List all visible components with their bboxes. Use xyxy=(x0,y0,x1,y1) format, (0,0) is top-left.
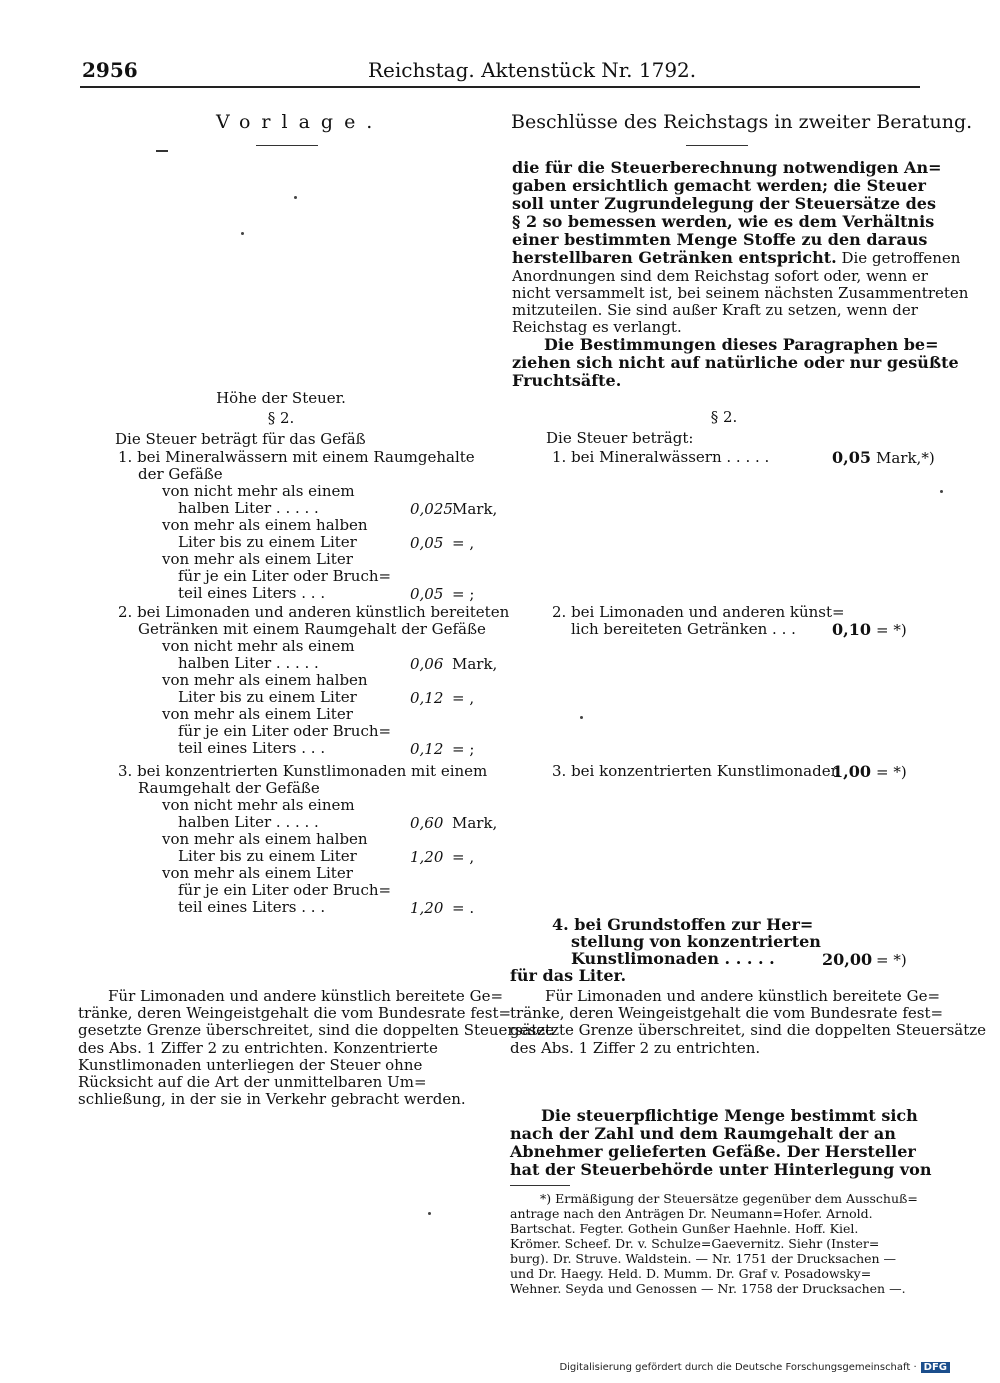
dfg-logo: DFG xyxy=(921,1362,950,1373)
item-heading-line: 1. bei Mineralwässern mit einem Raumgehalte xyxy=(118,448,475,466)
rate-row-text: für je ein Liter oder Bruch= xyxy=(178,881,392,899)
tariff-value: 20,00 xyxy=(822,950,873,969)
tariff-line: 4. bei Grundstoffen zur Her= xyxy=(552,915,814,934)
left-intro: Die Steuer beträgt für das Gefäß xyxy=(115,430,366,448)
rate-unit: = ; xyxy=(452,585,475,603)
tariff-line: 3. bei konzentrierten Kunstlimonaden xyxy=(552,762,841,780)
footnote-line: burg). Dr. Struve. Waldstein. — Nr. 1751 der Drucksachen — xyxy=(510,1251,897,1266)
tariff-value: 0,10 xyxy=(832,620,871,639)
tariff-unit: = *) xyxy=(876,951,907,969)
rate-row-text: teil eines Liters . . . xyxy=(178,739,326,757)
item-heading-line: Raumgehalt der Gefäße xyxy=(138,779,320,797)
tariff-line: 1. bei Mineralwässern . . . . . xyxy=(552,448,770,466)
closing-line: tränke, deren Weingeistgehalt die vom Bundesrate fest= xyxy=(78,1004,512,1023)
item-heading-line: der Gefäße xyxy=(138,465,223,483)
rate-row-text: von nicht mehr als einem xyxy=(162,796,355,814)
credit-text: Digitalisierung gefördert durch die Deutsche Forschungsgemeinschaft · xyxy=(559,1362,917,1373)
tariff-line: Kunstlimonaden . . . . . xyxy=(571,949,775,968)
rate-row-text: Liter bis zu einem Liter xyxy=(178,847,357,865)
intro-normal-line: nicht versammelt ist, bei seinem nächsten Zusammentreten xyxy=(512,284,969,302)
tariff-line: 2. bei Limonaden und anderen künst= xyxy=(552,603,845,621)
intro-bold-line: die für die Steuerberechnung notwendigen An= xyxy=(512,158,942,177)
rate-value: 0,12 xyxy=(410,689,444,707)
left-title-rule xyxy=(256,145,318,146)
rate-value: 1,20 xyxy=(410,848,444,866)
closing-line: Rücksicht auf die Art der unmittelbaren Um= xyxy=(78,1073,427,1091)
right-section-number: § 2. xyxy=(710,408,738,426)
closing-line: des Abs. 1 Ziffer 2 zu entrichten. xyxy=(510,1038,761,1057)
closing-line: gesetzte Grenze überschreitet, sind die doppelten Steuersätze xyxy=(510,1021,987,1040)
intro-normal-line: Reichstag es verlangt. xyxy=(512,318,682,336)
rate-row-text: von mehr als einem halben xyxy=(162,671,368,689)
rate-unit: = , xyxy=(452,689,475,707)
footnote-rule xyxy=(510,1185,570,1186)
closing-line: Für Limonaden und andere künstlich bereitete Ge= xyxy=(108,987,504,1005)
rate-row-text: Liter bis zu einem Liter xyxy=(178,533,357,551)
item-heading-line: Getränken mit einem Raumgehalt der Gefäße xyxy=(138,620,486,638)
footnote-line: Bartschat. Fegter. Gothein Gunßer Haehnle. Hoff. Kiel. xyxy=(510,1221,859,1236)
tariff-value: 0,05 xyxy=(832,448,871,467)
rate-row-text: Liter bis zu einem Liter xyxy=(178,688,357,706)
footnote-line: Krömer. Scheef. Dr. v. Schulze=Gaevernitz. Siehr (Inster= xyxy=(510,1236,880,1251)
rate-row-text: teil eines Liters . . . xyxy=(178,898,326,916)
footnote-line: und Dr. Haegy. Held. D. Mumm. Dr. Graf v. Posadowsky= xyxy=(510,1266,872,1281)
tariff-line: lich bereiteten Getränken . . . xyxy=(571,620,796,638)
scan-mark xyxy=(580,716,583,719)
footnote-line: antrage nach den Anträgen Dr. Neumann=Hofer. Arnold. xyxy=(510,1206,873,1221)
scan-mark xyxy=(294,196,297,199)
item-heading-line: 3. bei konzentrierten Kunstlimonaden mit einem xyxy=(118,762,488,780)
page-header-title: Reichstag. Aktenstück Nr. 1792. xyxy=(368,58,697,82)
rate-row-text: von mehr als einem halben xyxy=(162,830,368,848)
rate-value: 0,12 xyxy=(410,740,444,758)
intro-bold-line: ziehen sich nicht auf natürliche oder nur gesüßte xyxy=(512,353,959,372)
left-column-title: Vorlage. xyxy=(216,111,384,133)
intro-bold-line: § 2 so bemessen werden, wie es dem Verhältnis xyxy=(512,212,935,231)
tariff-unit: = *) xyxy=(876,763,907,781)
rate-row-text: von nicht mehr als einem xyxy=(162,637,355,655)
rate-row-text: teil eines Liters . . . xyxy=(178,584,326,602)
intro-bold-line: soll unter Zugrundelegung der Steuersätze des xyxy=(512,194,936,213)
rate-unit: = , xyxy=(452,848,475,866)
intro-bold-phrase: herstellbaren Getränken entspricht. xyxy=(512,248,837,267)
closing-bold-line: Die steuerpflichtige Menge bestimmt sich xyxy=(541,1106,918,1125)
rate-unit: = , xyxy=(452,534,475,552)
rate-value: 1,20 xyxy=(410,899,444,917)
page-number: 2956 xyxy=(82,58,138,82)
closing-line: gesetzte Grenze überschreitet, sind die doppelten Steuersätze xyxy=(78,1021,555,1040)
intro-mixed-line xyxy=(512,250,960,266)
scan-mark xyxy=(156,150,168,152)
item-heading-line: 2. bei Limonaden und anderen künstlich bereiteten xyxy=(118,603,510,621)
closing-line: Für Limonaden und andere künstlich bereitete Ge= xyxy=(545,987,941,1005)
closing-bold-line: nach der Zahl und dem Raumgehalt der an xyxy=(510,1124,896,1143)
tariff-unit: = *) xyxy=(876,621,907,639)
tariff-tail: für das Liter. xyxy=(510,966,627,985)
closing-bold-line: Abnehmer gelieferten Gefäße. Der Hersteller xyxy=(510,1142,916,1161)
rate-unit: = . xyxy=(452,899,475,917)
header-rule xyxy=(80,86,920,88)
intro-normal-phrase: Die getroffenen xyxy=(836,249,961,267)
digitization-credit xyxy=(559,1362,950,1373)
tariff-line: stellung von konzentrierten xyxy=(571,932,821,951)
rate-row-text: von mehr als einem Liter xyxy=(162,864,353,882)
rate-row-text: von mehr als einem halben xyxy=(162,516,368,534)
rate-value: 0,05 xyxy=(410,534,444,552)
rate-unit: Mark, xyxy=(452,500,498,518)
right-intro: Die Steuer beträgt: xyxy=(546,429,694,447)
rate-value: 0,05 xyxy=(410,585,444,603)
closing-bold-line: hat der Steuerbehörde unter Hinterlegung von xyxy=(510,1160,932,1179)
intro-bold-line: Die Bestimmungen dieses Paragraphen be= xyxy=(544,335,939,354)
left-section-number: § 2. xyxy=(267,409,295,427)
intro-bold-line: Fruchtsäfte. xyxy=(512,371,622,390)
closing-line: tränke, deren Weingeistgehalt die vom Bundesrate fest= xyxy=(510,1004,944,1023)
rate-row-text: von mehr als einem Liter xyxy=(162,550,353,568)
rate-row-text: halben Liter . . . . . xyxy=(178,813,319,831)
scan-mark xyxy=(241,232,244,235)
closing-line: Kunstlimonaden unterliegen der Steuer ohne xyxy=(78,1055,423,1074)
tariff-value: 1,00 xyxy=(832,762,871,781)
intro-normal-line: Anordnungen sind dem Reichstag sofort oder, wenn er xyxy=(512,267,928,285)
rate-row-text: von mehr als einem Liter xyxy=(162,705,353,723)
rate-row-text: für je ein Liter oder Bruch= xyxy=(178,567,392,585)
footnote-line: Wehner. Seyda und Genossen — Nr. 1758 der Drucksachen —. xyxy=(510,1281,906,1296)
rate-row-text: für je ein Liter oder Bruch= xyxy=(178,722,392,740)
intro-normal-line: mitzuteilen. Sie sind außer Kraft zu setzen, wenn der xyxy=(512,301,918,319)
rate-value: 0,06 xyxy=(410,655,444,673)
rate-unit: Mark, xyxy=(452,655,498,673)
rate-row-text: halben Liter . . . . . xyxy=(178,654,319,672)
intro-bold-line: gaben ersichtlich gemacht werden; die Steuer xyxy=(512,176,926,195)
rate-row-text: von nicht mehr als einem xyxy=(162,482,355,500)
rate-unit: = ; xyxy=(452,740,475,758)
rate-row-text: halben Liter . . . . . xyxy=(178,499,319,517)
rate-value: 0,60 xyxy=(410,814,444,832)
rate-unit: Mark, xyxy=(452,814,498,832)
intro-bold-line: einer bestimmten Menge Stoffe zu den daraus xyxy=(512,230,928,249)
rate-value: 0,025 xyxy=(410,500,453,518)
footnote-line: *) Ermäßigung der Steuersätze gegenüber dem Ausschuß= xyxy=(540,1191,918,1206)
closing-line: schließung, in der sie in Verkehr gebracht werden. xyxy=(78,1090,466,1109)
left-subheading: Höhe der Steuer. xyxy=(216,389,346,407)
scan-mark xyxy=(428,1212,431,1215)
right-column-title: Beschlüsse des Reichstags in zweiter Beratung. xyxy=(511,111,973,133)
right-title-rule xyxy=(686,145,748,146)
tariff-unit: Mark,*) xyxy=(876,449,935,467)
scan-mark xyxy=(940,490,943,493)
closing-line: des Abs. 1 Ziffer 2 zu entrichten. Konzentrierte xyxy=(78,1038,438,1057)
